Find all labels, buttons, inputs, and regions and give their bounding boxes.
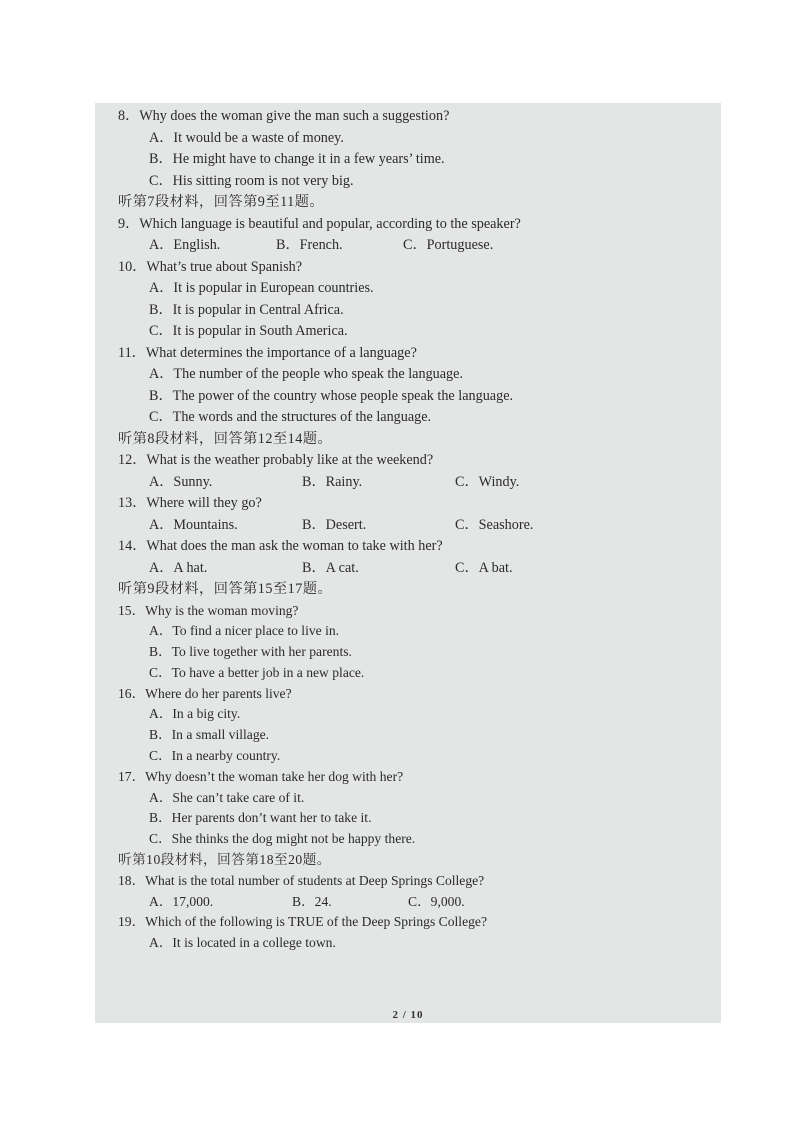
question-11-option-a: A．The number of the people who speak the language. — [149, 366, 463, 382]
exam-page — [95, 103, 721, 1023]
question-10-option-a: A．It is popular in European countries. — [149, 280, 374, 296]
question-9-option-a: A．English. — [149, 237, 221, 253]
question-19-stem: 19．Which of the following is TRUE of the Deep Springs College? — [118, 914, 487, 930]
question-10-option-b: B．It is popular in Central Africa. — [149, 301, 344, 318]
question-11-option-c: C．The words and the structures of the language. — [149, 409, 432, 425]
question-9-stem: 9．Which language is beautiful and popular, according to the speaker? — [118, 215, 521, 232]
question-16-option-c: C．In a nearby country. — [149, 748, 281, 764]
question-9-option-b: B．French. — [276, 237, 343, 253]
question-14-option-a: A．A hat. — [149, 559, 208, 576]
question-13-option-b: B．Desert. — [302, 516, 367, 533]
section-header-7: 听第7段材料，回答第9至11题。 — [118, 194, 325, 210]
page-number: 2 / 10 — [392, 1009, 424, 1021]
question-15-option-a: A．To find a nicer place to live in. — [149, 623, 340, 639]
small-text-block — [118, 601, 711, 955]
question-9-options — [118, 235, 711, 257]
question-16-option-b: B．In a small village. — [149, 727, 270, 743]
question-15-option-b: B．To live together with her parents. — [149, 644, 352, 660]
question-15-stem: 15．Why is the woman moving? — [118, 602, 299, 618]
question-16-stem: 16．Where do her parents live? — [118, 685, 292, 701]
question-15-option-c: C．To have a better job in a new place. — [149, 664, 365, 680]
question-17-option-a: A．She can’t take care of it. — [149, 789, 305, 805]
question-16-option-a: A．In a big city. — [149, 706, 241, 722]
question-11-stem: 11．What determines the importance of a language? — [118, 344, 417, 361]
question-8-option-b: B．He might have to change it in a few years’ time. — [149, 151, 445, 167]
question-14-option-c: C．A bat. — [455, 559, 513, 576]
question-13-option-a: A．Mountains. — [149, 516, 238, 533]
question-17-stem: 17．Why doesn’t the woman take her dog with her? — [118, 768, 404, 784]
question-14-options — [118, 558, 711, 580]
question-12-option-c: C．Windy. — [455, 473, 520, 490]
question-10-stem: 10．What’s true about Spanish? — [118, 258, 303, 275]
question-17-option-c: C．She thinks the dog might not be happy there. — [149, 831, 416, 847]
section-header-9: 听第9段材料，回答第15至17题。 — [118, 581, 333, 597]
question-14-stem: 14．What does the man ask the woman to take with her? — [118, 538, 443, 554]
question-18-option-c: C．9,000. — [408, 893, 465, 909]
question-8-option-a: A．It would be a waste of money. — [149, 129, 344, 146]
section-header-8: 听第8段材料，回答第12至14题。 — [118, 430, 333, 447]
question-12-option-b: B．Rainy. — [302, 473, 363, 490]
question-13-option-c: C．Seashore. — [455, 516, 534, 533]
question-11-option-b: B．The power of the country whose people speak the language. — [149, 387, 514, 404]
question-12-stem: 12．What is the weather probably like at the weekend? — [118, 452, 434, 468]
section-header-10: 听第10段材料，回答第18至20题。 — [118, 852, 331, 868]
question-17-option-b: B．Her parents don’t want her to take it. — [149, 810, 372, 826]
question-10-option-c: C．It is popular in South America. — [149, 323, 348, 339]
question-18-option-a: A．17,000. — [149, 893, 214, 909]
question-9-option-c: C．Portuguese. — [403, 237, 494, 253]
question-18-stem: 18．What is the total number of students at Deep Springs College? — [118, 872, 485, 888]
question-19-option-a: A．It is located in a college town. — [149, 935, 336, 951]
question-14-option-b: B．A cat. — [302, 559, 359, 576]
questions-area — [118, 106, 711, 954]
question-12-options — [118, 472, 711, 494]
question-18-option-b: B．24. — [292, 893, 332, 909]
question-18-options — [118, 892, 711, 913]
question-8-stem: 8．Why does the woman give the man such a suggestion? — [118, 108, 450, 124]
question-13-options — [118, 515, 711, 537]
question-8-option-c: C．His sitting room is not very big. — [149, 172, 354, 189]
question-12-option-a: A．Sunny. — [149, 473, 213, 490]
question-13-stem: 13．Where will they go? — [118, 495, 262, 511]
